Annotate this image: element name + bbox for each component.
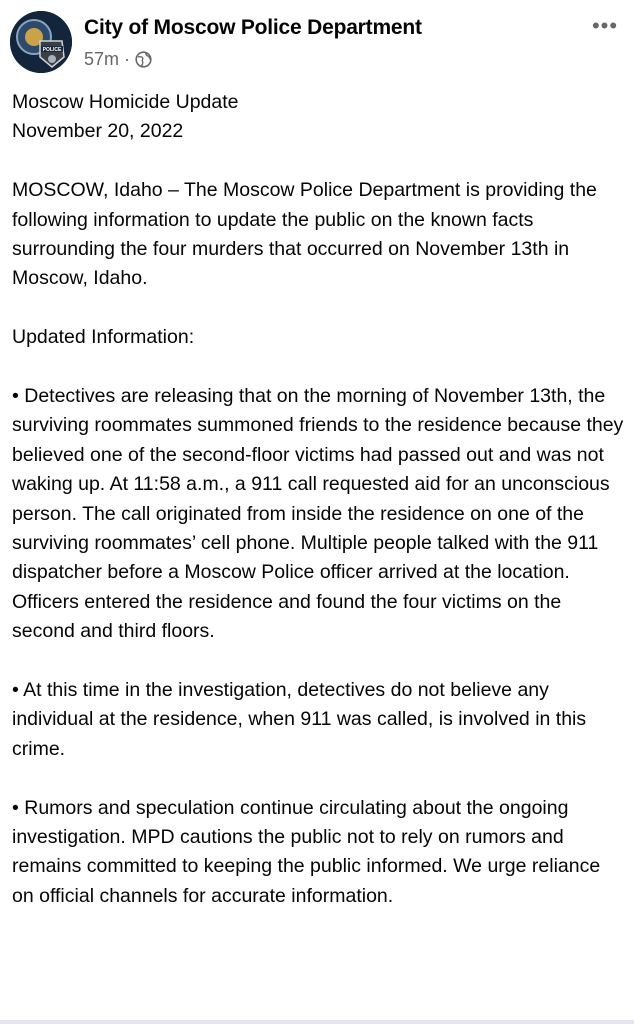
page-avatar[interactable] (10, 11, 72, 73)
bullet-paragraph: • At this time in the investigation, detectives do not believe any individual at the residence, when 911 was called, is involved in this crime. (12, 679, 587, 760)
more-options-button[interactable] (588, 14, 622, 38)
globe-icon[interactable] (135, 51, 152, 68)
page-name[interactable]: City of Moscow Police Department (84, 16, 422, 39)
police-badge-icon (10, 11, 72, 73)
post-meta (84, 49, 152, 70)
post-title: Moscow Homicide Update (12, 91, 239, 113)
section-heading: Updated Information: (12, 326, 195, 349)
svg-text:POLICE: POLICE (42, 47, 62, 53)
bullet-paragraph: • Detectives are releasing that on the morning of November 13th, the surviving roommates summoned friends to the residence because they believed one of the second-floor victims had passed out and was not waking up. At 11:58 a.m., a 911 call requested aid for an unconscious person. The call originated from inside the residence on one of the surviving roommates’ cell phone. Multiple people talked with the 911 dispatcher before a Moscow Police officer arrived at the location. Officers entered the residence and found the four victims on the second and third floors. (12, 385, 624, 643)
more-dots-icon: ••• (591, 13, 619, 38)
post-header (0, 0, 634, 82)
bullet-paragraph: • Rumors and speculation continue circulating about the ongoing investigation. MPD cautions the public not to rely on rumors and remains committed to keeping the public informed. We urge reliance on official channels for accurate information. (12, 796, 601, 907)
divider (0, 1020, 634, 1024)
post-timestamp[interactable]: 57m (84, 49, 120, 69)
post-date: November 20, 2022 (12, 120, 184, 143)
meta-separator: · (124, 49, 131, 69)
intro-paragraph: MOSCOW, Idaho – The Moscow Police Department is providing the following information to update the public on the known facts surrounding the four murders that occurred on November 13th in Moscow, Idaho. (12, 179, 597, 290)
post-body (12, 88, 624, 911)
